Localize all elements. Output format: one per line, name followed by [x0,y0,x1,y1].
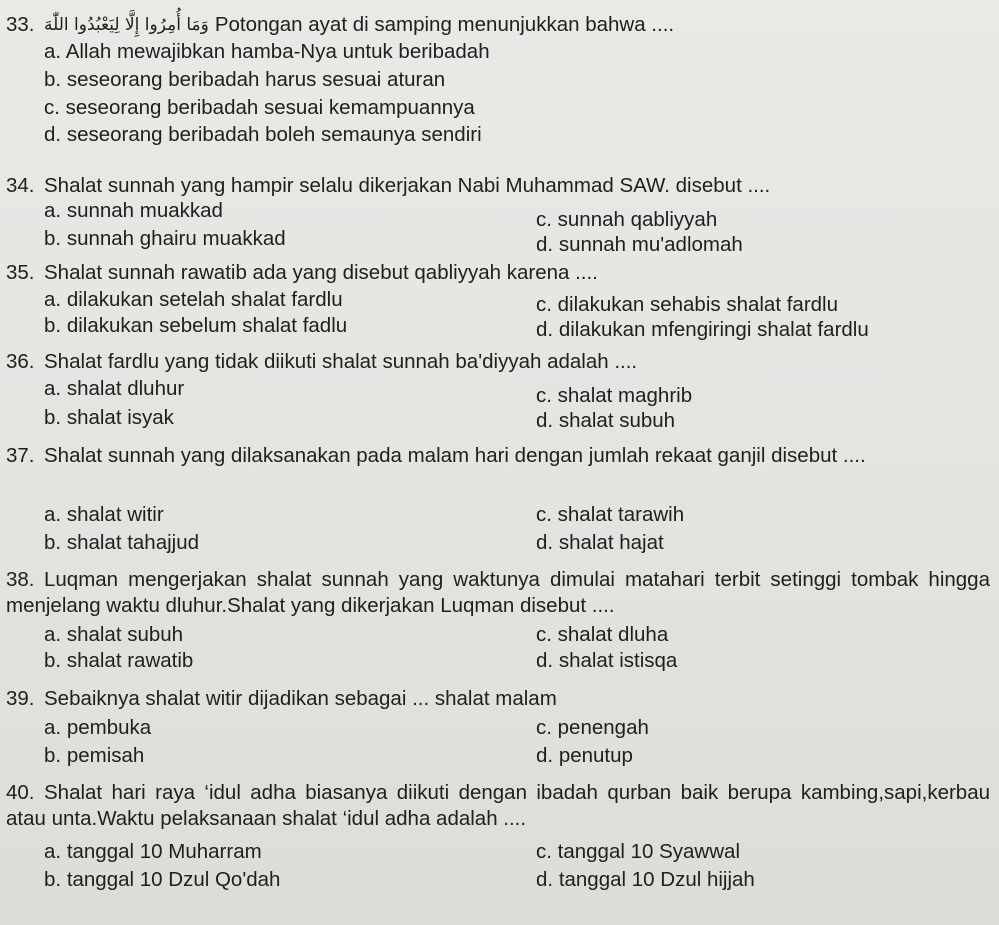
question-text: Shalat sunnah yang dilaksanakan pada malam hari dengan jumlah rekaat ganjil disebut .... [44,444,866,467]
option-c[interactable]: c. penengah [536,716,649,739]
option-c[interactable]: c. shalat maghrib [536,384,693,407]
question-stem [6,349,637,375]
question-text: Shalat sunnah yang hampir selalu dikerjakan Nabi Muhammad SAW. disebut .... [44,174,771,197]
option-d[interactable]: d. penutup [536,744,633,767]
question-number: 38. [6,568,35,591]
option-b[interactable]: b. tanggal 10 Dzul Qo'dah [44,868,281,891]
option-a[interactable]: a. sunnah muakkad [44,199,223,222]
question-stem [6,686,557,712]
question-number: 35. [6,261,35,284]
option-a[interactable]: a. shalat witir [44,503,164,526]
question-number: 36. [6,350,35,373]
option-b[interactable]: b. shalat isyak [44,406,174,429]
option-d[interactable]: d. sunnah mu'adlomah [536,233,743,256]
option-a[interactable]: a. pembuka [44,716,152,739]
option-a[interactable]: a. shalat dluhur [44,377,185,400]
option-a[interactable]: a. Allah mewajibkan hamba-Nya untuk beribadah [44,40,490,63]
option-d[interactable]: d. shalat hajat [536,531,664,554]
question-stem [6,173,770,199]
option-c[interactable]: c. shalat tarawih [536,503,685,526]
option-b[interactable]: b. shalat rawatib [44,649,194,672]
question-text: Shalat hari raya ‘idul adha biasanya diikuti dengan ibadah qurban baik berupa kambing,sapi,kerbau atau unta.Waktu pelaksanaan shalat ‘idul adha adalah .... [6,781,990,830]
question-number: 34. [6,174,35,197]
question-text: Shalat fardlu yang tidak diikuti shalat sunnah ba'diyyah adalah .... [44,350,638,373]
option-d[interactable]: d. shalat subuh [536,409,676,432]
question-text: Potongan ayat di samping menunjukkan bahwa .... [214,13,675,36]
option-d[interactable]: d. seseorang beribadah boleh semaunya sendiri [44,123,482,146]
question-text: Shalat sunnah rawatib ada yang disebut qabliyyah karena .... [44,261,598,284]
question-stem [6,260,598,286]
option-a[interactable]: a. dilakukan setelah shalat fardlu [44,288,343,311]
option-c[interactable]: c. dilakukan sehabis shalat fardlu [536,293,838,316]
question-text: Sebaiknya shalat witir dijadikan sebagai ... shalat malam [44,687,557,710]
question-number: 39. [6,687,35,710]
option-d[interactable]: d. shalat istisqa [536,649,678,672]
option-c[interactable]: c. seseorang beribadah sesuai kemampuannya [44,96,475,119]
arabic-verse: وَمَا أُمِرُوا إِلَّا لِيَعْبُدُوا اللّٰهَ [44,15,209,35]
option-d[interactable]: d. dilakukan mfengiringi shalat fardlu [536,318,869,341]
option-b[interactable]: b. sunnah ghairu muakkad [44,227,286,250]
option-b[interactable]: b. shalat tahajjud [44,531,200,554]
option-a[interactable]: a. tanggal 10 Muharram [44,840,262,863]
question-number: 40. [6,781,35,804]
question-number: 37. [6,444,35,467]
option-d[interactable]: d. tanggal 10 Dzul hijjah [536,868,755,891]
question-stem [6,12,674,38]
option-c[interactable]: c. shalat dluha [536,623,669,646]
option-c[interactable]: c. sunnah qabliyyah [536,208,718,231]
option-c[interactable]: c. tanggal 10 Syawwal [536,840,740,863]
question-stem [6,567,990,619]
question-stem [6,780,990,832]
option-b[interactable]: b. pemisah [44,744,145,767]
option-b[interactable]: b. dilakukan sebelum shalat fadlu [44,314,348,337]
question-text: Luqman mengerjakan shalat sunnah yang waktunya dimulai matahari terbit setinggi tombak hingga menjelang waktu dluhur.Shalat yang dikerjakan Luqman disebut .... [6,568,990,617]
question-stem [6,443,990,469]
option-a[interactable]: a. shalat subuh [44,623,184,646]
question-number: 33. [6,13,35,36]
option-b[interactable]: b. seseorang beribadah harus sesuai aturan [44,68,446,91]
